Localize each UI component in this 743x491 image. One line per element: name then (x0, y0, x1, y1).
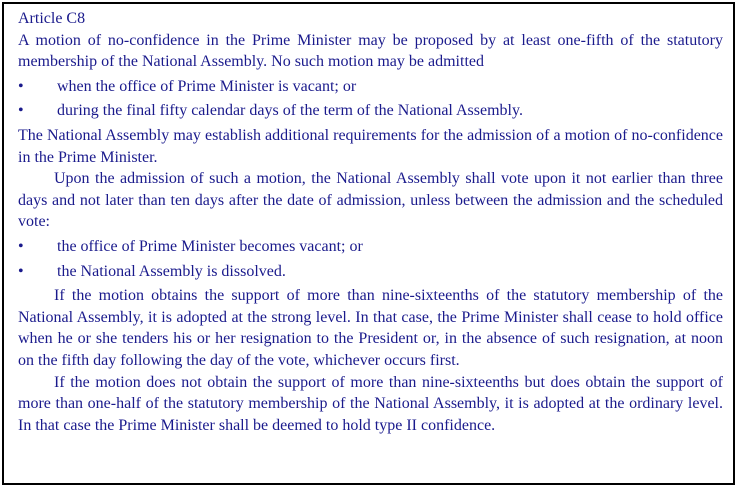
list-item-text: when the office of Prime Minister is vacant; or (57, 77, 357, 95)
admission-exclusions-list (18, 76, 723, 122)
list-item-text: the National Assembly is dissolved. (57, 262, 286, 280)
list-item-text: the office of Prime Minister becomes vacant; or (57, 237, 363, 255)
list-item-text: during the final fifty calendar days of the term of the National Assembly. (57, 102, 523, 120)
bullet-icon: • (18, 102, 24, 120)
bullet-icon: • (18, 77, 24, 95)
bullet-icon: • (18, 262, 24, 280)
paragraph-motion-proposal: A motion of no-confidence in the Prime Minister may be proposed by at least one-fifth of the statutory membership of the National Assembly. No such motion may be admitted (18, 31, 723, 71)
article-title: Article C8 (18, 10, 86, 27)
paragraph-vote-timing: Upon the admission of such a motion, the National Assembly shall vote upon it not earlier than three days and not later than ten days after the date of admission, unless between the admission and the scheduled vote: (18, 170, 723, 231)
paragraph-ordinary-level: If the motion does not obtain the support of more than nine-sixteenths but does obtain the support of more than one-half of the statutory membership of the National Assembly, it is adopted at the ordinary level. In that case the Prime Minister shall be deemed to hold type II confidence. (18, 373, 723, 434)
list-item (18, 261, 723, 283)
list-item (18, 236, 723, 258)
article-box (2, 2, 735, 485)
list-item (18, 100, 723, 122)
list-item (18, 76, 723, 98)
vote-exceptions-list (18, 236, 723, 282)
bullet-icon: • (18, 237, 24, 255)
paragraph-additional-requirements: The National Assembly may establish additional requirements for the admission of a motion of no-confidence in the Prime Minister. (18, 126, 723, 166)
paragraph-strong-level: If the motion obtains the support of more than nine-sixteenths of the statutory membership of the National Assembly, it is adopted at the strong level. In that case, the Prime Minister shall cease to hold office when he or she tenders his or her resignation to the President or, in the absence of such resignation, at noon on the fifth day following the day of the vote, whichever occurs first. (18, 287, 723, 369)
